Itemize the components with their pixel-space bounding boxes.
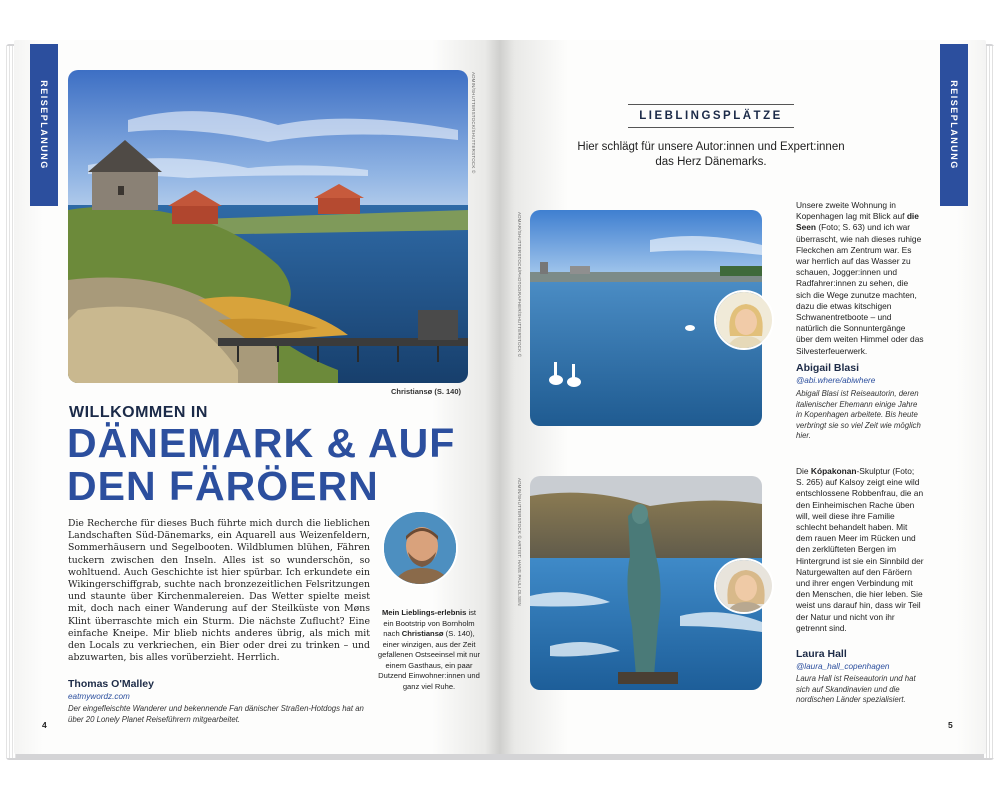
page-number-right: 5 xyxy=(948,720,953,730)
entry2-text-a: Die xyxy=(796,466,811,476)
entry2-bold: Kópakonan xyxy=(810,466,857,476)
photo-caption: Christiansø (S. 140) xyxy=(391,387,462,396)
welcome-heading: WILLKOMMEN IN xyxy=(69,404,208,421)
intro-body-text: Die Recherche für dieses Buch führte mich durch die lieblichen Landschaften Süd-Dänemarks, ein Aquarell aus Weizenfeldern, Sommerhäusern und Segelbooten. Wildblumen blühen, Fähren tuckern zwischen den Inseln. Alles ist so wunderschön, so wohltuend. Auch Geschichte ist hier spürbar. Ich erkundete ein Wikingerschiffgrab, suchte nach bronzezeitlichen Felsritzungen und staunte über Kirchenmalereien. Das Wetter spielte meist mit, doch nach einer Wanderung auf der Steilküste von Møns Klint überraschte mich ein Sturm. Die nächste Zuflucht? Eine einfache Kneipe. Mir blieb nichts anderes übrig, als mich mit den Locals zu verkriechen, ein Bier oder drei zu trinken – und abzuwarten, bis alles vorüberzieht. Herrlich. xyxy=(68,518,370,664)
entry1-text-b: (Foto; S. 63) und ich war überrascht, wie nah dieses ruhige Fleckchen am Zentrum war. Es war herrlich auf das Wasser zu schauen, Jogger:innen und Radfahrer:innen zu sehen, die sich die Wege zunutze machten, dazu die etwas kitschigen Schwanentretboote – und natürlich die Sonnuntergänge über dem weiten Himmel oder das Silvesterfeuerwerk. xyxy=(796,222,924,356)
intro-line-1: Hier schlägt für unsere Autor:innen und Expert:innen xyxy=(577,141,845,153)
favorites-intro xyxy=(566,140,856,170)
title-line-2: DEN FÄRÖERN xyxy=(67,463,379,509)
entry2-author-name: Laura Hall xyxy=(796,648,847,660)
author-bio: Der eingefleischte Wanderer und bekennende Fan dänischer Straßen-Hotdogs hat an über 20 Lonely Planet Reiseführern mitgearbeitet. xyxy=(68,704,364,724)
section-tab-label: REISEPLANUNG xyxy=(949,80,959,170)
section-tab-left xyxy=(30,44,58,206)
favorites-heading: LIEBLINGSPLÄTZE xyxy=(628,104,794,128)
photo-credit: ADMIN/SHUTTERSTOCK/SHUTTERSTOCK © xyxy=(471,72,476,174)
entry2-text-b: -Skulptur (Foto; S. 265) auf Kalsoy zeigt eine wild entschlossene Robbenfrau, die an den Einheimischen Rache üben will, weil diese ihre Familie schlecht behandelt haben. Mit dem rauen Meer im Rücken und den zerklüfteten Bergen im Hintergrund ist sie ein Sinnbild der Naturgewalten auf den Färöern und ihrer engen Verbindung mit den Menschen, die hier leben. Sie weist uns darauf hin, dass wir Teil der Natur und nicht von ihr getrennt sind. xyxy=(796,466,924,633)
side-note-bold-2: Christiansø xyxy=(401,629,444,638)
author-name: Thomas O'Malley xyxy=(68,678,154,690)
side-note xyxy=(376,608,482,692)
laura-avatar xyxy=(714,558,774,614)
entry1-author-name: Abigail Blasi xyxy=(796,362,860,374)
entry1-author-link[interactable]: @abi.where/abiwhere xyxy=(796,376,876,385)
entry2-author-link[interactable]: @laura_hall_copenhagen xyxy=(796,662,890,671)
author-avatar xyxy=(382,510,458,586)
entry2-text xyxy=(796,466,924,634)
side-note-text-1: ist ein Bootstrip von Bornholm nach xyxy=(383,608,477,638)
title-line-1: DÄNEMARK & AUF xyxy=(67,420,456,466)
author-website-link[interactable]: eatmywordz.com xyxy=(68,692,130,701)
abigail-avatar xyxy=(714,290,774,350)
entry1-text-a: Unsere zweite Wohnung in Kopenhagen lag mit Blick auf xyxy=(796,200,907,222)
christianso-photo xyxy=(68,70,468,383)
section-tab-label: REISEPLANUNG xyxy=(39,80,49,170)
entry1-text xyxy=(796,200,924,357)
photo-credit-1: ADMAR/SHUTTERSTOCK/PHOTOGRAPHER/SHUTTERSTOCK © xyxy=(517,212,522,358)
entry1-author-bio: Abigail Blasi ist Reiseautorin, deren italienischer Ehemann einige Jahre in Kopenhagen arbeitete. Bis heute verbringt sie so viel Zeit wie möglich hier. xyxy=(796,389,921,440)
side-note-bold: Mein Lieblings-erlebnis xyxy=(381,608,467,617)
page-number-left: 4 xyxy=(42,720,47,730)
section-tab-right xyxy=(940,44,968,206)
entry1-bold: die Seen xyxy=(796,211,919,233)
right-page xyxy=(500,40,986,754)
intro-line-2: das Herz Dänemarks. xyxy=(655,156,767,168)
side-note-text-2: (S. 140), einer winzigen, aus der Zeit gefallenen Ostseeinsel mit nur einem Gasthaus, ein paar Dutzend Einwohner:innen und ganz viel Ruhe. xyxy=(377,629,481,691)
page-title xyxy=(67,422,455,508)
photo-credit-2: ADMIN/SHUTTERSTOCK © ARTIST: HANS PAULI OLSEN xyxy=(517,478,522,606)
left-page xyxy=(14,40,500,754)
entry2-author-bio: Laura Hall ist Reiseautorin und hat sich auf Skandinavien und die nordischen Länder spezialisiert. xyxy=(796,674,916,704)
